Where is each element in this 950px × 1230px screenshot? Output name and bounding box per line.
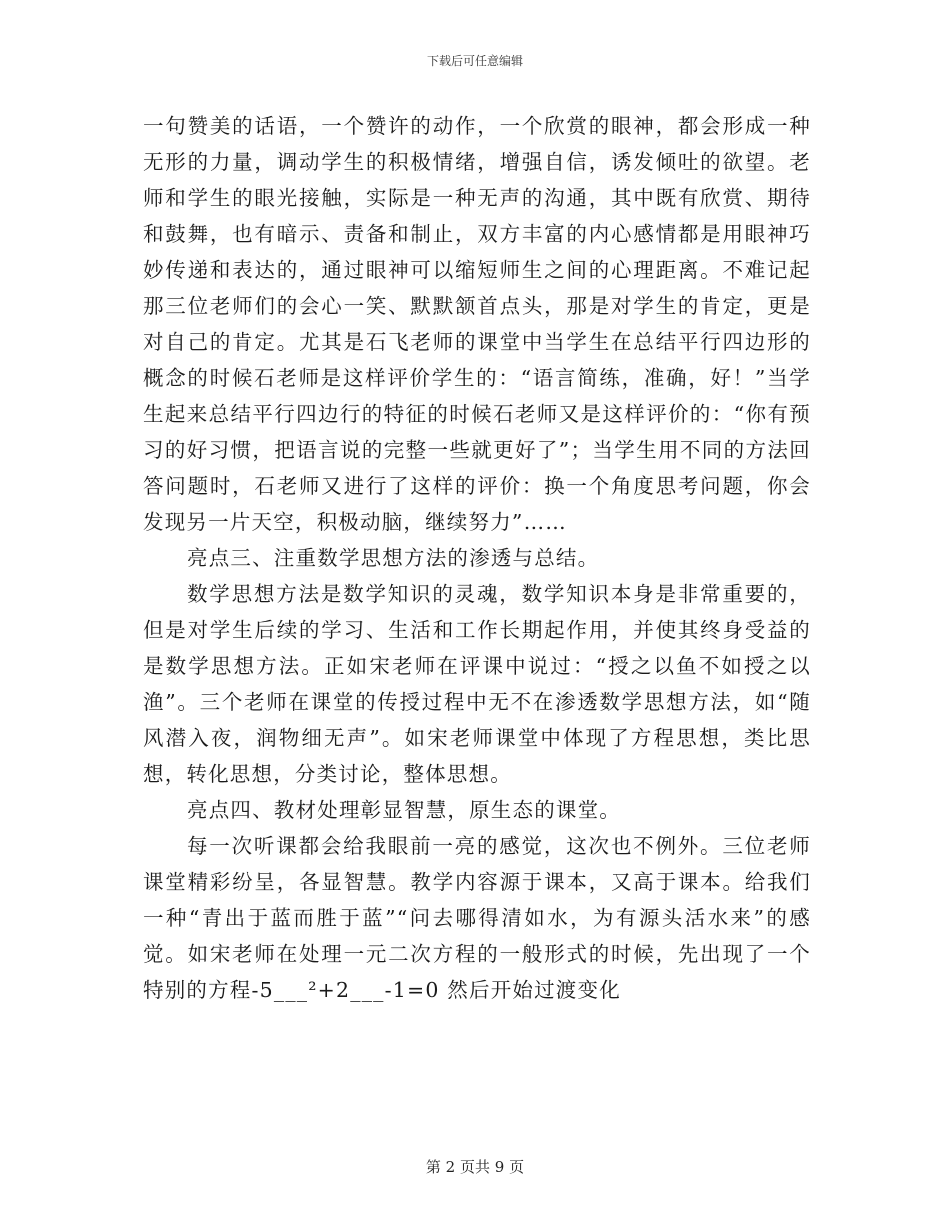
heading-highlight-three: 亮点三、注重数学思想方法的渗透与总结。	[187, 546, 600, 570]
paragraph-textbook-handling: 每一次听课都会给我眼前一亮的感觉，这次也不例外。三位老师课堂精彩纷呈，各显智慧。教学内容源于课本，又高于课本。给我们一种“青出于蓝而胜于蓝”“问去哪得清如水，为有源头活水来”的感觉。如宋老师在处理一元二次方程的一般形式的时候，先出现了一个特别的方程-5___²+2___-1=0 然后开始过渡变化	[143, 834, 811, 1002]
paragraph-praise-and-eye-contact: 一句赞美的话语，一个赞许的动作，一个欣赏的眼神，都会形成一种无形的力量，调动学生的积极情绪，增强自信，诱发倾吐的欲望。老师和学生的眼光接触，实际是一种无声的沟通，其中既有欣赏、期待和鼓舞，也有暗示、责备和制止，双方丰富的内心感情都是用眼神巧妙传递和表达的，通过眼神可以缩短师生之间的心理距离。不难记起那三位老师们的会心一笑、默默颔首点头，那是对学生的肯定，更是对自己的肯定。尤其是石飞老师的课堂中当学生在总结平行四边形的概念的时候石老师是这样评价学生的：“语言简练，准确，好！”当学生起来总结平行四边行的特征的时候石老师又是这样评价的：“你有预习的好习惯，把语言说的完整一些就更好了”；当学生用不同的方法回答问题时，石老师又进行了这样的评价：换一个角度思考问题，你会发现另一片天空，积极动脑，继续努力”……	[143, 114, 811, 534]
heading-highlight-four: 亮点四、教材处理彰显智慧，原生态的课堂。	[187, 798, 621, 822]
document-body	[143, 108, 811, 1008]
paragraph-math-thinking-methods: 数学思想方法是数学知识的灵魂，数学知识本身是非常重要的，但是对学生后续的学习、生活和工作长期起作用，并使其终身受益的是数学思想方法。正如宋老师在评课中说过：“授之以鱼不如授之以渔”。三个老师在课堂的传授过程中无不在渗透数学思想方法，如“随风潜入夜，润物细无声”。如宋老师课堂中体现了方程思想，类比思想，转化思想，分类讨论，整体思想。	[143, 582, 811, 786]
page-header: 下载后可任意编辑	[426, 54, 523, 68]
page-number-footer: 第 2 页共 9 页	[425, 1158, 525, 1176]
